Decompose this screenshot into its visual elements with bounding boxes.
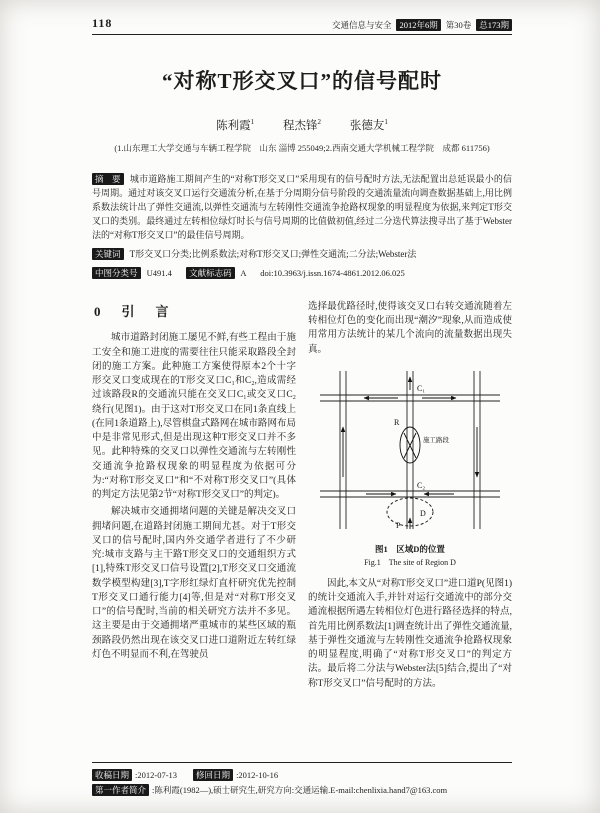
road-network [320,371,500,529]
first-author-bio-value: :陈利霞(1982—),硕士研究生,研究方向:交通运输.E-mail:chenlixia.hand7@163.com [152,784,448,795]
abstract-label: 摘 要 [92,173,124,185]
figure-caption-en: Fig.1 The site of Region D [364,557,456,567]
author-2-affiliation-mark: 2 [317,118,321,127]
body-paragraph: 城市道路封闭施工屡见不鲜,有些工程由于施工安全和施工进度的需要往往只能采取路段全封闭的施工方案。此种施工方案使得原本2个十字形交叉口变成现在的T形交叉口C₁和C₂,造成需经过该路段R的交通流只能在交叉口C₁或交叉口C₂绕行(见图1)。由于这对T形交叉口在同1条直线上(在同1条道路上),尽管棋盘式路网在城市路网布局中是非常见形式,但是出现这种T形交叉口并不多见。此种特殊的交叉口以弹性交通流与左转刚性交通流争抢路权现象的明显程度为依据可分为:“对称T形交叉口”和“不对称T形交叉口”(具体的判定方法见第2节“对称T形交叉口”的判定)。 [92,333,296,501]
journal-volume: 第30卷 [445,19,472,30]
meta-block [92,173,512,280]
doi-text: doi:10.3963/j.issn.1674-4861.2012.06.025 [260,267,405,278]
clc-value: U491.4 [146,267,172,278]
document-code-value: A [240,267,246,278]
revised-date-label: 修回日期 [193,769,233,781]
section-0-heading: 0 引 言 [94,303,173,319]
page-content [92,16,512,694]
footnote-block [92,762,512,797]
first-author-bio-label: 第一作者简介 [92,784,149,796]
received-date-value: :2012-07-13 [135,770,178,781]
keywords-text: T形交叉口分类;比例系数法;对称T形交叉口;弹性交通流;二分法;Webster法 [129,248,417,259]
figure-caption-cn: 图1 区域D的位置 [375,544,445,555]
region-d-map [316,365,504,535]
label-r: R [394,417,400,427]
label-construction-section: 施工路段 [423,436,449,444]
label-p: P [396,520,401,530]
left-column [92,300,296,694]
figure-1 [314,365,506,569]
author-3: 张德友$^1$ [349,118,388,132]
body-paragraph: 因此,本文从“对称T形交叉口”进口道P(见图1)的统计交通流入手,并针对运行交通流中的部分交通流根据所遇左转相位灯色进行路径选择的特点,首先用比例系数法[1]调查统计出了弹性交通流量,基于弹性交通流与左转刚性交通流争抢路权现象的明显程度,明确了“对称T形交叉口”的判定方法。最后将二分法与Webster法[5]结合,提出了“对称T形交叉口”信号配时的方法。 [308,578,512,689]
author-1-affiliation-mark: 1 [250,118,255,127]
first-author-bio-line [92,783,512,797]
article-title: “对称T形交叉口”的信号配时 [161,69,442,93]
revised-date-value: :2012-10-16 [236,770,279,781]
abstract-text: 城市道路施工期间产生的“对称T形交叉口”采用现有的信号配时方法,无法配置出总延误最小的信号周期。通过对该交叉口运行交通流分析,在基于分周期分信号阶段的交通流量流向调查数据基础上,用比例系数法统计出了弹性交通流,以弹性交通流与左转刚性交通流争抢路权现象的明显程度为依据,来判定T形交叉口的类别。最终通过左转相位绿灯时长与信号周期的比值做初值,经过二分迭代算法搜寻出了基于Webster法的“对称T形交叉口”的最佳信号周期。 [92,174,512,240]
keywords-paragraph [92,248,512,262]
article-body [92,300,512,694]
journal-total-badge: 总173期 [476,19,512,31]
journal-info-line [332,19,512,31]
label-c2: C₂ [417,480,426,490]
author-2: 程杰锋$^2$ [283,118,321,132]
author-1: 陈利霞$^1$ [216,118,255,132]
page-header [92,16,512,35]
label-c1: C₁ [417,383,426,393]
body-paragraph: 解决城市交通拥堵问题的关键是解决交叉口拥堵问题,在道路封闭施工期间尤甚。对于T形交叉口的信号配时,国内外交通学者进行了不少研究:城市支路与主干路T形交叉口的交通组织方式[1],特殊T形交叉口信号设置[2],T形交叉口交通流数学模型构建[3],T字形红绿灯直杆研究优先控制T形交叉口通行能力[4]等,但是对“对称T形交叉口”的信号配时,当前的相关研究方法并不多见。这主要是由于交通拥堵严重城市的某些区域的瓶颈路段仍然出现在该交叉口进口道附近左转红绿灯色不明显而不利,在驾驶员 [92,507,296,660]
document-code-label: 文献标志码 [186,267,235,279]
journal-issue-badge: 2012年6期 [396,19,440,31]
classification-line [92,267,512,280]
journal-name: 交通信息与安全 [331,19,392,30]
dates-line [92,768,512,782]
clc-label: 中图分类号 [92,267,141,279]
body-paragraph: 选择最优路径时,使得该交叉口右转交通流随着左转相位灯色的变化而出现“潮汐”现象,从而造成使用常用方法统计的某几个流向的流量数据出现失真。 [308,301,512,355]
label-d: D [420,508,426,518]
abstract-paragraph [92,173,512,243]
traffic-flow-arrows [343,377,477,529]
affiliation-line: (1.山东理工大学交通与车辆工程学院 山东 淄博 255049;2.西南交通大学机械工程学院 成都 611756) [114,143,490,153]
author-3-affiliation-mark: 1 [384,118,388,127]
page-number: 118 [92,16,113,30]
received-date-label: 收稿日期 [92,769,132,781]
author-line [92,117,512,133]
right-column [308,300,512,694]
construction-section-marker [400,427,420,463]
keywords-label: 关键词 [92,248,124,260]
